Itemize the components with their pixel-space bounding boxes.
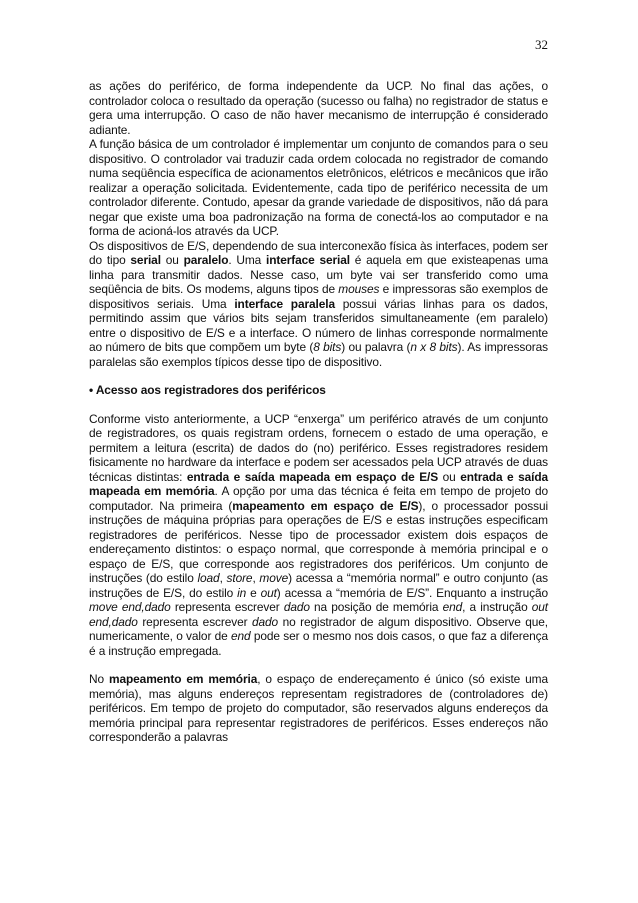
text-span: representa escrever: [137, 614, 253, 629]
paragraph-memory-mapping: [89, 672, 548, 745]
page-number: 32: [535, 37, 548, 52]
text-span: Conforme visto anteriormente, a UCP “enxerga” um periférico através de um conjunto de registradores, os quais registram ordens, fornecem o estado de uma operação, e permitem a leitura (escrita) de dados do (no) periférico. Esses registradores residem fisicamente no hardware da interface e podem ser acessados pela UCP através de duas técnicas distintas:: [89, 411, 548, 484]
paragraph-controller-actions: as ações do periférico, de forma independente da UCP. No final das ações, o controlador coloca o resultado da operação (sucesso ou falha) no registrador de status e gera uma interrupção. O caso de não haver mecanismo de interrupção é considerado adiante.: [89, 79, 548, 137]
text-span: . Uma: [228, 253, 267, 267]
text-span: ou: [160, 253, 184, 267]
term-mapeamento-espaco-es: mapeamento em espaço de E/S: [232, 498, 419, 513]
text-span: ), o processador possui instruções de máquina próprias para operações de E/S e estas instruções especificam registradores de periféricos. Nesse tipo de processador existem dois espaços de endereçamento distintos: o espaço normal, que corresponde à memória principal e o espaço de E/S, que corresponde aos registradores dos periféricos. Um conjunto de instruções (do estilo: [89, 498, 548, 585]
term-mapeamento-memoria: mapeamento em memória: [109, 672, 258, 686]
paragraph-controller-function: A função básica de um controlador é implementar um conjunto de comandos para o seu dispositivo. O controlador vai traduzir cada ordem colocada no registrador de comando numa seqüência específica de acionamentos eletrônicos, elétricos e mecânicos que irão realizar a operação solicitada. Evidentemente, cada tipo de periférico necessita de um controlador diferente. Contudo, apesar da grande variedade de dispositivos, não dá para negar que existe uma boa padronização na forma de conectá-los ao computador e na forma de acioná-los através da UCP.: [89, 137, 548, 238]
text-span: na posição de memória: [309, 600, 443, 614]
text-span: ) ou palavra (: [341, 340, 411, 354]
term-store: store: [226, 571, 253, 585]
term-es-mapeada-memoria: entrada e saída mapeada em memória: [89, 469, 548, 498]
paragraph-gap: [89, 398, 548, 412]
text-span: ,: [252, 571, 260, 585]
term-paralelo: paralelo: [183, 253, 229, 267]
term-move-end-dado: move end,dado: [89, 600, 171, 614]
text-span: ) acessa a “memória normal” e outro conjunto (as instruções de E/S, do estilo: [89, 571, 548, 600]
term-dado: dado: [283, 600, 310, 614]
text-span: No: [89, 672, 110, 686]
text-span: ou: [438, 469, 461, 484]
term-load: load: [197, 571, 220, 585]
term-end: end: [231, 629, 251, 643]
text-span: Os dispositivos de E/S, dependendo de sua interconexão física às interfaces, podem ser do tipo: [89, 238, 548, 267]
term-mouses: mouses: [338, 282, 380, 296]
term-8-bits: 8 bits: [313, 340, 342, 354]
term-end: end: [442, 600, 463, 614]
text-span: representa escrever: [170, 600, 284, 614]
text-span: . A opção por uma das técnica é feita em tempo de projeto do computador. Na primeira (: [89, 484, 548, 513]
page-body: [89, 79, 548, 745]
paragraph-serial-parallel: [89, 239, 548, 370]
text-span: , a instrução: [462, 600, 532, 614]
text-span: possui várias linhas para os dados, permitindo assim que vários bits sejam transferidos simultaneamente (em paralelo) entre o dispositivo de E/S e a interface. O número de linhas corresponde normalmente ao número de bits que compõem um byte (: [89, 296, 548, 354]
text-span: é aquela em que existeapenas uma linha para transmitir dados. Nesse caso, um byte vai ser transferido como uma seqüência de bits. Os modems, alguns tipos de: [89, 253, 549, 296]
term-out-end-dado: out end,dado: [89, 600, 548, 629]
paragraph-gap: [89, 369, 548, 383]
term-out: out: [260, 585, 277, 600]
text-span: , o espaço de endereçamento é único (só existe uma memória), mas alguns endereços representam registradores de (controladores de) periféricos. Em tempo de projeto do computador, são reservados alguns endereços da memória principal para representar registradores de periféricos. Esses endereços não corresponderão a palavras: [89, 672, 548, 744]
term-move: move: [259, 571, 289, 585]
term-n-x-8-bits: n x 8 bits: [410, 340, 458, 354]
text-span: ,: [219, 571, 227, 585]
term-es-mapeada-espaco: entrada e saída mapeada em espaço de E/S: [186, 469, 439, 484]
term-interface-paralela: interface paralela: [234, 296, 335, 311]
text-span: pode ser o mesmo nos dois casos, o que faz a diferença é a instrução empregada.: [89, 629, 548, 658]
section-heading: • Acesso aos registradores dos periféricos: [89, 383, 326, 397]
term-interface-serial: interface serial: [266, 253, 350, 267]
paragraph-register-access: [89, 412, 548, 659]
text-span: ) acessa a “memória de E/S”. Enquanto a instrução: [276, 585, 549, 600]
text-span: e impressoras são exemplos de dispositivos seriais. Uma: [89, 282, 548, 311]
paragraph-gap: [89, 658, 548, 672]
text-span: ). As impressoras paralelas são exemplos típicos desse tipo de dispositivo.: [89, 340, 548, 369]
term-dado: dado: [252, 614, 279, 629]
text-span: no registrador de algum dispositivo. Observe que, numericamente, o valor de: [89, 614, 548, 643]
term-in: in: [237, 585, 247, 600]
term-serial: serial: [130, 253, 161, 267]
text-span: e: [246, 585, 261, 600]
